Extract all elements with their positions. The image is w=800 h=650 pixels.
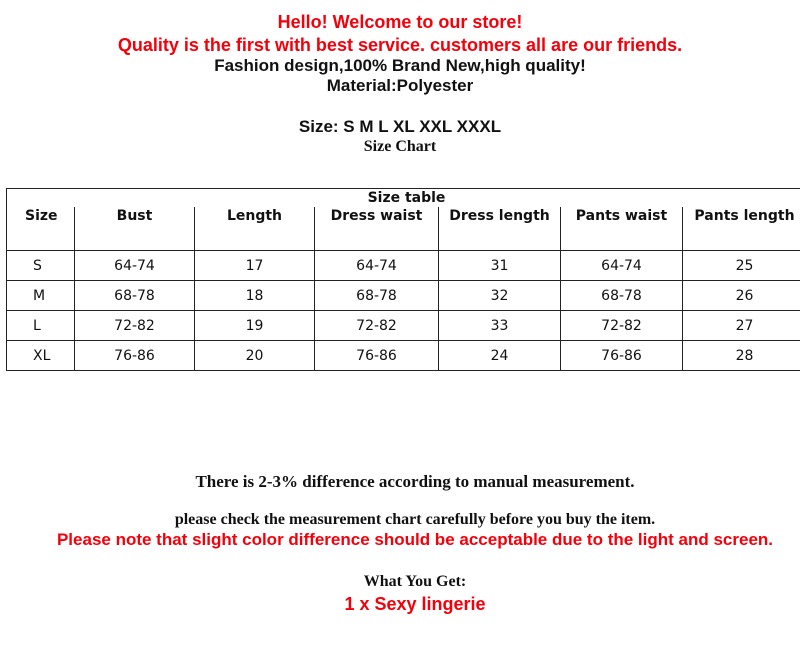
table-row	[7, 251, 800, 281]
table-row	[7, 341, 800, 371]
table-cell: 72-82	[315, 311, 439, 341]
welcome-text: Hello! Welcome to our store!	[277, 12, 523, 32]
table-cell: 31	[439, 251, 561, 281]
what-you-get-label: What You Get:	[363, 573, 467, 590]
size-chart-title: Size Chart	[363, 138, 437, 155]
size-table-header	[7, 207, 800, 251]
fashion-text: Fashion design,100% Brand New,high quality!	[214, 56, 586, 75]
column-header: Pants length	[683, 207, 800, 251]
table-cell: 72-82	[561, 311, 683, 341]
table-cell: 17	[195, 251, 315, 281]
column-header: Length	[195, 207, 315, 251]
table-cell: 64-74	[315, 251, 439, 281]
table-cell: L	[7, 311, 75, 341]
table-cell: 76-86	[561, 341, 683, 371]
material-text: Material:Polyester	[326, 76, 474, 95]
table-cell: 18	[195, 281, 315, 311]
size-table-caption: Size table	[7, 189, 800, 208]
table-cell: 27	[683, 311, 800, 341]
column-header: Pants waist	[561, 207, 683, 251]
table-cell: 76-86	[315, 341, 439, 371]
size-table	[6, 188, 800, 371]
table-cell: 68-78	[561, 281, 683, 311]
table-cell: 28	[683, 341, 800, 371]
table-row	[7, 281, 800, 311]
check-chart-note: please check the measurement chart carefully before you buy the item.	[174, 511, 656, 528]
table-cell: S	[7, 251, 75, 281]
table-cell: 64-74	[75, 251, 195, 281]
table-cell: 72-82	[75, 311, 195, 341]
table-cell: 68-78	[315, 281, 439, 311]
color-difference-note: Please note that slight color difference should be acceptable due to the light and screen.	[56, 530, 774, 549]
table-cell: 68-78	[75, 281, 195, 311]
column-header: Dress waist	[315, 207, 439, 251]
package-item: 1 x Sexy lingerie	[344, 594, 486, 614]
measurement-difference-note: There is 2-3% difference according to manual measurement.	[195, 472, 635, 491]
table-cell: 64-74	[561, 251, 683, 281]
table-cell: 76-86	[75, 341, 195, 371]
table-cell: 32	[439, 281, 561, 311]
table-cell: 24	[439, 341, 561, 371]
column-header: Bust	[75, 207, 195, 251]
table-cell: 33	[439, 311, 561, 341]
table-cell: 20	[195, 341, 315, 371]
table-cell: M	[7, 281, 75, 311]
column-header: Dress length	[439, 207, 561, 251]
sizes-text: Size: S M L XL XXL XXXL	[298, 117, 502, 136]
table-row	[7, 311, 800, 341]
column-header: Size	[7, 207, 75, 251]
table-cell: 26	[683, 281, 800, 311]
table-cell: 19	[195, 311, 315, 341]
table-cell: XL	[7, 341, 75, 371]
quality-text: Quality is the first with best service. customers all are our friends.	[117, 35, 683, 55]
table-cell: 25	[683, 251, 800, 281]
